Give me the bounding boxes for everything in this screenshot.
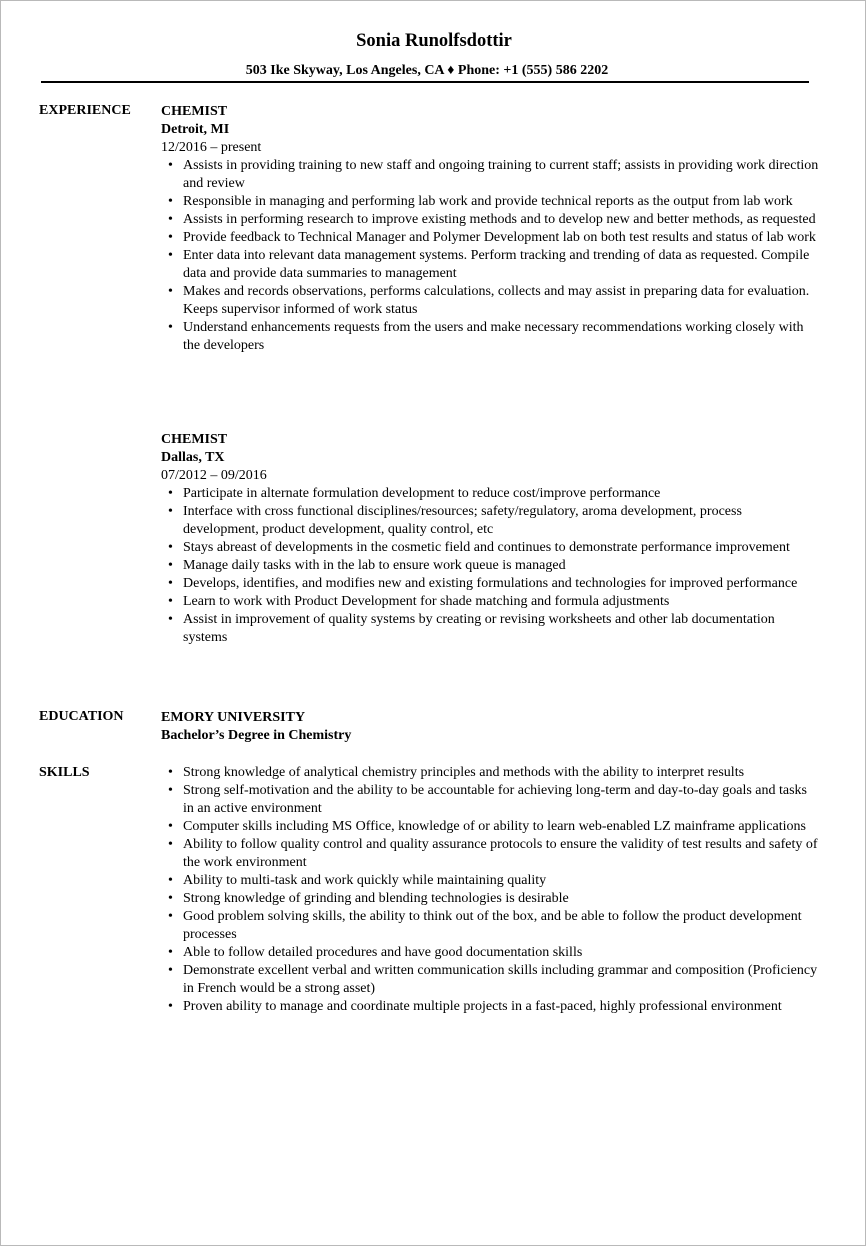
contact-line: 503 Ike Skyway, Los Angeles, CA ♦ Phone: +1 (555) 586 2202	[245, 63, 609, 78]
job-title: CHEMIST	[161, 104, 228, 119]
list-item: • Makes and records observations, performs calculations, collects and may assist in preparing data for evaluation. Keeps supervisor informed of work status	[183, 283, 821, 319]
list-item: • Responsible in managing and performing lab work and provide technical reports as the output from lab work	[183, 193, 821, 211]
list-item: • Manage daily tasks with in the lab to ensure work queue is managed	[183, 557, 821, 575]
candidate-name: Sonia Runolfsdottir	[356, 31, 512, 51]
list-item: • Assists in providing training to new staff and ongoing training to current staff; assists in providing work direction and review	[183, 157, 821, 193]
list-item: • Provide feedback to Technical Manager and Polymer Development lab on both test results and status of lab work	[183, 229, 821, 247]
job-entry	[161, 431, 821, 647]
list-item: • Assists in performing research to improve existing methods and to develop new and better methods, as requested	[183, 211, 821, 229]
education-heading: EDUCATION	[39, 709, 124, 724]
list-item: • Understand enhancements requests from the users and make necessary recommendations working closely with the developers	[183, 319, 821, 355]
skills-heading: SKILLS	[39, 765, 90, 780]
list-item: • Ability to follow quality control and quality assurance protocols to ensure the validity of test results and safety of the work environment	[183, 836, 821, 872]
header-divider	[41, 81, 809, 83]
list-item: • Strong knowledge of analytical chemistry principles and methods with the ability to interpret results	[183, 764, 821, 782]
job-dates: 12/2016 – present	[161, 140, 262, 155]
experience-heading: EXPERIENCE	[39, 103, 131, 118]
list-item: • Able to follow detailed procedures and have good documentation skills	[183, 944, 821, 962]
list-item: • Good problem solving skills, the ability to think out of the box, and be able to follow the product development processes	[183, 908, 821, 944]
skills-entry	[161, 764, 821, 1016]
degree: Bachelor’s Degree in Chemistry	[161, 728, 352, 743]
list-item: • Assist in improvement of quality systems by creating or revising worksheets and other lab documentation systems	[183, 611, 821, 647]
list-item: • Ability to multi-task and work quickly while maintaining quality	[183, 872, 821, 890]
education-entry	[161, 709, 821, 745]
list-item: • Strong self-motivation and the ability to be accountable for achieving long-term and day-to-day goals and tasks in an active environment	[183, 782, 821, 818]
job-dates: 07/2012 – 09/2016	[161, 468, 267, 483]
list-item: • Proven ability to manage and coordinate multiple projects in a fast-paced, highly professional environment	[183, 998, 821, 1016]
list-item: • Develops, identifies, and modifies new and existing formulations and technologies for improved performance	[183, 575, 821, 593]
list-item: • Demonstrate excellent verbal and written communication skills including grammar and composition (Proficiency in French would be a strong asset)	[183, 962, 821, 998]
job-location: Dallas, TX	[161, 450, 225, 465]
job-location: Detroit, MI	[161, 122, 230, 137]
list-item: • Learn to work with Product Development for shade matching and formula adjustments	[183, 593, 821, 611]
skills-list	[161, 764, 821, 1016]
list-item: • Participate in alternate formulation development to reduce cost/improve performance	[183, 485, 821, 503]
list-item: • Computer skills including MS Office, knowledge of or ability to learn web-enabled LZ mainframe applications	[183, 818, 821, 836]
list-item: • Stays abreast of developments in the cosmetic field and continues to demonstrate performance improvement	[183, 539, 821, 557]
job-entry	[161, 103, 821, 355]
list-item: • Strong knowledge of grinding and blending technologies is desirable	[183, 890, 821, 908]
list-item: • Interface with cross functional disciplines/resources; safety/regulatory, aroma development, process development, product development, quality control, etc	[183, 503, 821, 539]
school-name: EMORY UNIVERSITY	[161, 710, 306, 725]
job-duties-list	[161, 157, 821, 355]
job-title: CHEMIST	[161, 432, 228, 447]
list-item: • Enter data into relevant data management systems. Perform tracking and trending of data as requested. Compile data and provide data summaries to management	[183, 247, 821, 283]
job-duties-list	[161, 485, 821, 647]
